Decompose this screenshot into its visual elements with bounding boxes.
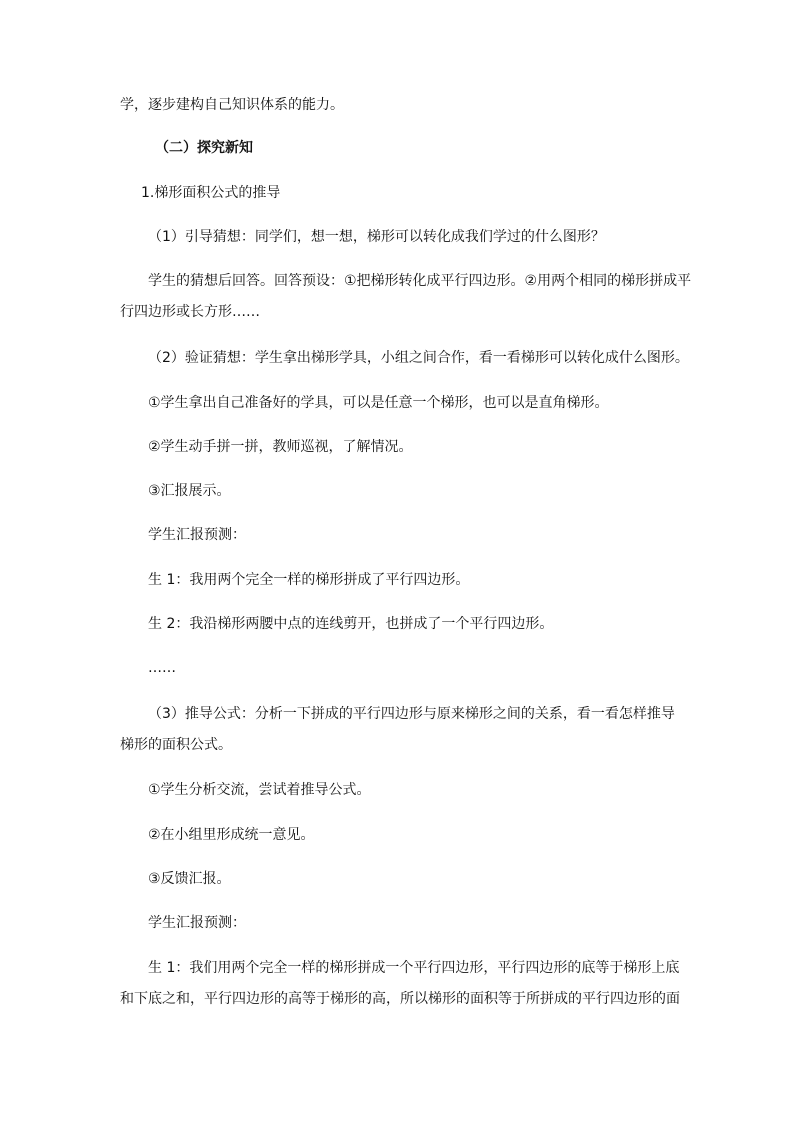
paragraph-line: 学生汇报预测： xyxy=(148,527,246,543)
paragraph-line: 和下底之和，平行四边形的高等于梯形的高，所以梯形的面积等于所拼成的平行四边形的面 xyxy=(120,991,680,1007)
paragraph-line: 生 2：我沿梯形两腰中点的连线剪开，也拼成了一个平行四边形。 xyxy=(148,616,554,632)
paragraph-line: 生 1：我用两个完全一样的梯形拼成了平行四边形。 xyxy=(148,572,470,588)
paragraph-line: 行四边形或长方形…… xyxy=(120,304,260,320)
list-item: ③汇报展示。 xyxy=(148,483,231,499)
list-item: ①学生分析交流，尝试着推导公式。 xyxy=(148,782,371,798)
list-item: ①学生拿出自己准备好的学具，可以是任意一个梯形，也可以是直角梯形。 xyxy=(148,395,609,411)
paragraph-line: 学，逐步建构自己知识体系的能力。 xyxy=(120,97,344,113)
subsection-heading: 1.梯形面积公式的推导 xyxy=(141,185,281,201)
paragraph-line: （3）推导公式：分析一下拼成的平行四边形与原来梯形之间的关系，看一看怎样推导 xyxy=(148,706,675,722)
paragraph-line: （2）验证猜想：学生拿出梯形学具，小组之间合作，看一看梯形可以转化成什么图形。 xyxy=(148,350,689,366)
list-item: ②在小组里形成统一意见。 xyxy=(148,827,315,843)
paragraph-line: 生 1：我们用两个完全一样的梯形拼成一个平行四边形，平行四边形的底等于梯形上底 xyxy=(148,960,680,976)
list-item: ②学生动手拼一拼，教师巡视，了解情况。 xyxy=(148,439,413,455)
paragraph-line: 学生汇报预测： xyxy=(148,915,246,931)
paragraph-line: 梯形的面积公式。 xyxy=(120,737,232,753)
paragraph-line: （1）引导猜想：同学们，想一想，梯形可以转化成我们学过的什么图形？ xyxy=(148,229,605,245)
section-heading: （二）探究新知 xyxy=(155,140,253,156)
paragraph-line: 学生的猜想后回答。回答预设：①把梯形转化成平行四边形。②用两个相同的梯形拼成平 xyxy=(148,273,692,289)
ellipsis-line: …… xyxy=(148,660,176,676)
list-item: ③反馈汇报。 xyxy=(148,871,231,887)
